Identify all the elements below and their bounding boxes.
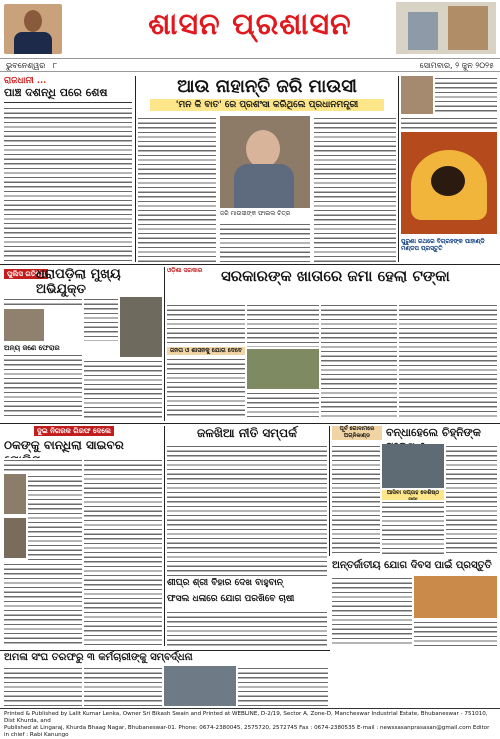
yoga-photo — [414, 576, 497, 618]
arrest-photo — [382, 444, 444, 488]
lead-subheadline: 'ମନ କି ବାତ' ରେ ପ୍ରଶଂସା କରିଥିଲେ ପ୍ରଧାନମନ୍ତ୍ରୀ — [150, 99, 384, 111]
center-headline-2: ଶୀଘ୍ର ଶ୍ରୀ ବିହାର ଦେଖ ବାହୁବାନ୍ — [167, 578, 283, 588]
lead-photo-caption: ଜରି ମାଉସୀଙ୍କ ଫାଇଲ ଚିତ୍ର — [220, 210, 291, 217]
lead-headline: ଆଉ ନାହାନ୍ତି ଜରି ମାଉସୀ — [177, 76, 357, 97]
mid-left-header — [4, 267, 162, 297]
mid-center-box: ଜନତା ଓ ଶାସନକୁ ଯୋଗ ଦେବେ — [167, 347, 245, 355]
center-stories — [167, 426, 327, 648]
police-kicker: ଦୁଇ ନିଗରକ ଗିରଫ ଦେଲେ — [34, 426, 114, 436]
right-mid-story — [332, 426, 497, 556]
mid-left-subhead: ଅନ୍ୟ ଜଣେ ଫେରାର — [4, 343, 60, 352]
masthead — [0, 0, 500, 58]
masthead-photo-right — [396, 2, 496, 54]
right-box: ଆସିବା ସପ୍ତାହ ଦେଶିଷ୍ଠ — [382, 490, 444, 504]
center-headline-3: ଫସଲ ଧଳାରେ ଯୋଗ ପରଖିବେ ଚାଷୀ — [167, 594, 295, 604]
imprint-footer — [0, 708, 500, 738]
mid-center-kicker: ଓଡ଼ିଶା ସରକାର — [167, 267, 203, 274]
story-col-right — [401, 76, 497, 264]
mid-left-kicker: ପୁଲିସ ଗତିବିଧି — [4, 269, 48, 279]
bottom-left-headline: ଅମଳା ସଂଘ ତରଫରୁ ୩ କର୍ମଚାରୀଙ୍କୁ ସମ୍ବର୍ଦ୍ଧନା — [4, 652, 193, 663]
temple-photo-caption: ପୁରୁଣା ରଥରେ ବିଗ୍ରହଙ୍କ ପାହାଣ୍ଡି ମଣ୍ଡପ ପ୍ରସ୍ତୁତି — [401, 238, 485, 252]
felicitation-photo — [164, 666, 236, 706]
mid-left-headline: ଧରାପଡ଼ିଲା ମୁଖ୍ୟ ଅଭିଯୁକ୍ତ — [36, 267, 121, 297]
story-headline: ପାଞ୍ଚ ଦଶନ୍ଧି ପରେ ଶେଷ — [4, 86, 132, 103]
mid-center-story — [167, 303, 497, 421]
imprint-line-2: Published at Lingaraj, Khurda Bhaag Nagar, Bhubaneswar-01. Phone: 0674-2380045, 2575720, 2572745 Fax : 0674-2380535 E-mail : newssasanprasasan@gmail.com Editor in chief : Rabi Kanungo — [4, 725, 490, 738]
bottom-left-story — [4, 652, 328, 706]
accused-photo — [4, 309, 44, 341]
masthead-portrait — [4, 4, 62, 54]
reporter-photo — [401, 76, 433, 114]
lead-photo — [220, 116, 310, 208]
police-story — [4, 426, 162, 648]
page-label: ଭୁବନେଶ୍ୱର ୮ — [6, 61, 58, 70]
newspaper-title: ଶାସନ ପ୍ରଶାସନ — [148, 7, 352, 42]
story-kicker: ରାଜଧାନୀ ... — [4, 76, 47, 86]
temple-photo — [401, 132, 497, 234]
mid-center-header — [167, 267, 497, 303]
mid-center-photo — [247, 349, 319, 389]
lead-story — [138, 76, 396, 264]
date-bar — [0, 58, 500, 72]
mid-center-headline: ସରକାରଙ୍କ ଖାତାରେ ଜମା ହେଲା ଟଙ୍କା — [221, 267, 450, 285]
right-headline: ବନ୍ଧାହେଲେ ଚିହ୍ନିଙ୍କ — [386, 426, 481, 439]
imprint-line-1: Printed & Published by Lalit Kumar Lenka, Owner Sri Bikash Swain and Printed at WEBLINE, D-2/19, Sector A, Zone-D, Mancheswar Industrial Estate, Bhubaneswar - 751010, Dist Khurda, and — [4, 711, 488, 724]
yoga-headline: ଅନ୍ତର୍ଜାତୀୟ ଯୋଗ ଦିବସ ପାଇଁ ପ୍ରସ୍ତୁତି — [332, 560, 492, 571]
police-headline: ଠକଙ୍କୁ ବାନ୍ଧିଲା ସାଇବର — [4, 438, 124, 452]
accused-photo-2 — [4, 518, 26, 558]
police-photo — [120, 297, 162, 357]
right-kicker: ପୂର୍ବ ଗୋଦାମରେ ଅଗ୍ନିକାଣ୍ଡ — [332, 426, 382, 440]
story-body-text — [4, 106, 132, 262]
center-headline: ଜଳଖିଆ ନୀତି ସମ୍ପର୍କ — [197, 426, 297, 440]
issue-date: ସୋମବାର, ୨ ଜୁନ ୨୦୨୫ — [419, 61, 494, 70]
story-col-left — [4, 76, 132, 264]
yoga-story — [332, 560, 497, 648]
mid-left-story — [4, 297, 162, 421]
accused-photo-1 — [4, 474, 26, 514]
